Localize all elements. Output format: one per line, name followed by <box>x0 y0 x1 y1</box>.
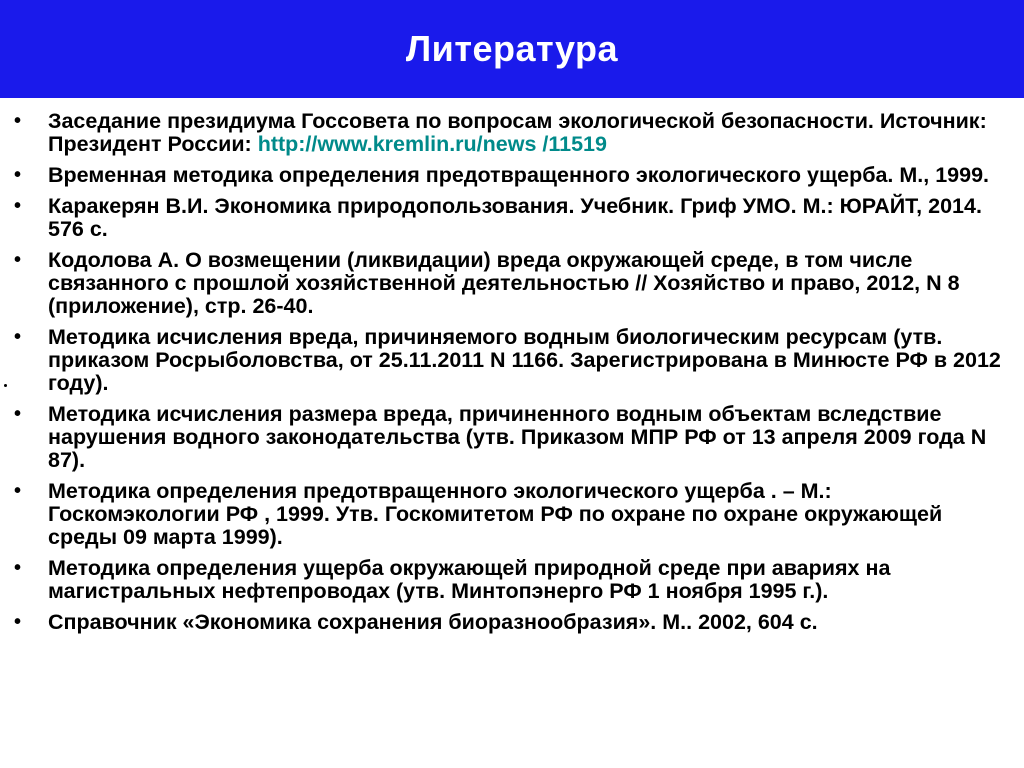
reference-item-9 <box>14 611 1004 634</box>
reference-text: Методика определения ущерба окружающей природной среде при авариях на магистральных нефтепроводах (утв. Минтопэнерго РФ 1 ноября 1995 г.). <box>48 556 891 603</box>
bullet-icon: • <box>14 326 22 348</box>
slide-header <box>0 0 1024 98</box>
reference-item-8 <box>14 557 1004 603</box>
bullet-icon: • <box>14 557 22 579</box>
reference-item-4 <box>14 249 1004 318</box>
bullet-icon: • <box>14 164 22 186</box>
reference-item-6 <box>14 403 1004 472</box>
bullet-icon: • <box>14 480 22 502</box>
reference-list <box>14 110 1004 642</box>
stray-dot <box>4 384 7 387</box>
bullet-icon: • <box>14 110 22 132</box>
reference-item-7 <box>14 480 1004 549</box>
reference-item-2 <box>14 164 1004 187</box>
reference-text: Методика определения предотвращенного экологического ущерба . – М.: Госкомэкологии РФ , 1999. Утв. Госкомитетом РФ по охране по охране окружающей среды 09 марта 1999). <box>48 479 943 549</box>
bullet-icon: • <box>14 195 22 217</box>
bullet-icon: • <box>14 403 22 425</box>
bullet-icon: • <box>14 249 22 271</box>
reference-text: Методика исчисления вреда, причиняемого водным биологическим ресурсам (утв. приказом Росрыболовства, от 25.11.2011 N 1166. Зарегистрирована в Минюсте РФ в 2012 году). <box>48 325 1001 395</box>
reference-item-1 <box>14 110 1004 156</box>
reference-link[interactable]: http://www.kremlin.ru/news /11519 <box>257 132 607 156</box>
reference-text: Справочник «Экономика сохранения биоразнообразия». М.. 2002, 604 с. <box>48 610 818 634</box>
reference-text: Временная методика определения предотвращенного экологического ущерба. М., 1999. <box>48 163 990 187</box>
reference-text: Методика исчисления размера вреда, причиненного водным объектам вследствие нарушения водного законодательства (утв. Приказом МПР РФ от 13 апреля 2009 года N 87). <box>48 402 987 472</box>
reference-text: Каракерян В.И. Экономика природопользования. Учебник. Гриф УМО. М.: ЮРАЙТ, 2014. 576 с. <box>48 194 982 241</box>
reference-text: Кодолова А. О возмещении (ликвидации) вреда окружающей среде, в том числе связанного с прошлой хозяйственной деятельностью // Хозяйство и право, 2012, N 8 (приложение), стр. 26-40. <box>48 248 960 318</box>
reference-item-3 <box>14 195 1004 241</box>
slide-title: Литература <box>405 28 619 69</box>
bullet-icon: • <box>14 611 22 633</box>
reference-text: Заседание президиума Госсовета по вопросам экологической безопасности. Источник: Президент России: <box>48 109 987 156</box>
reference-item-5 <box>14 326 1004 395</box>
